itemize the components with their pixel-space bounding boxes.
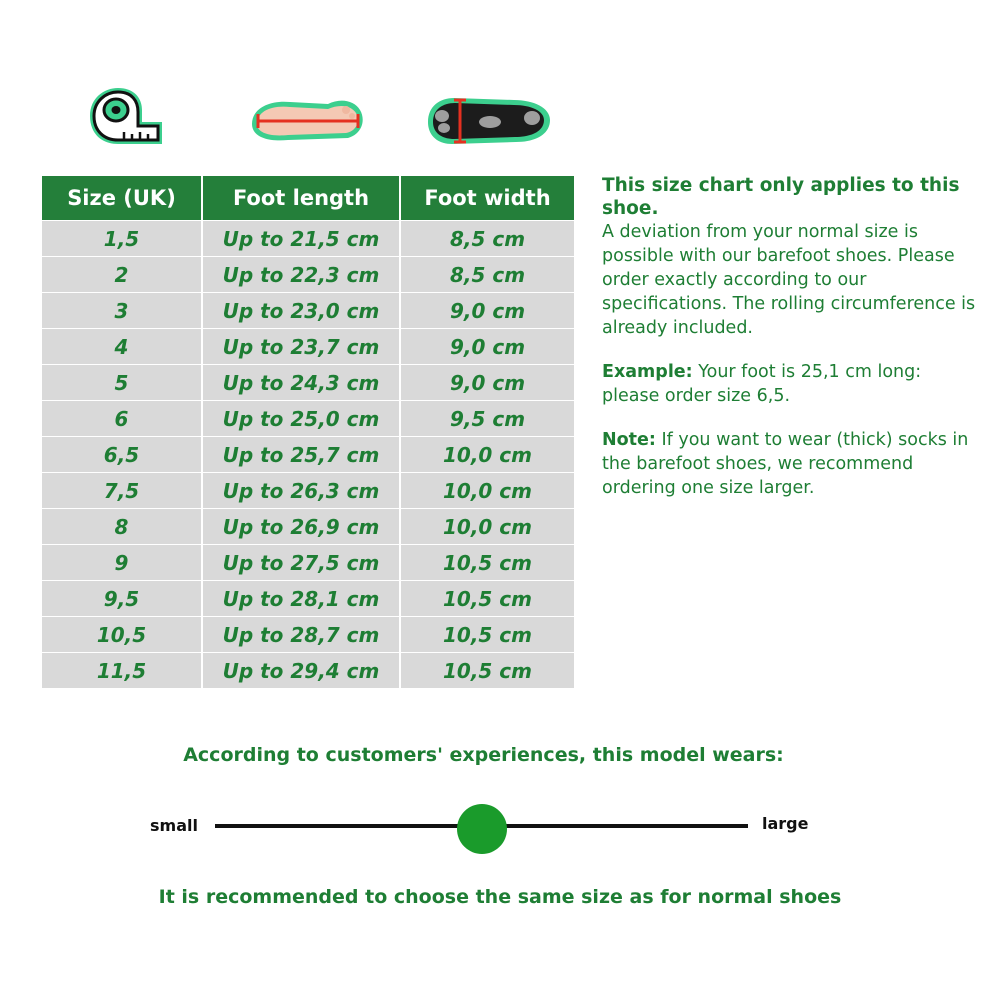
foot-length-cell: Up to 26,9 cm bbox=[202, 509, 400, 545]
note-text: If you want to wear (thick) socks in the barefoot shoes, we recommend ordering one size larger. bbox=[602, 430, 969, 498]
size-cell: 8 bbox=[42, 509, 202, 545]
table-row bbox=[42, 257, 574, 293]
info-heading: This size chart only applies to this shoe. bbox=[602, 175, 960, 219]
foot-length-cell: Up to 24,3 cm bbox=[202, 365, 400, 401]
fit-scale-small-label: small bbox=[150, 816, 198, 835]
foot-width-cell: 10,0 cm bbox=[400, 509, 574, 545]
foot-width-cell: 10,5 cm bbox=[400, 581, 574, 617]
table-row bbox=[42, 617, 574, 653]
note-paragraph bbox=[602, 428, 982, 500]
foot-length-cell: Up to 21,5 cm bbox=[202, 221, 400, 257]
example-text: Your foot is 25,1 cm long: please order size 6,5. bbox=[602, 362, 922, 406]
table-row bbox=[42, 221, 574, 257]
foot-length-cell: Up to 23,0 cm bbox=[202, 293, 400, 329]
table-row bbox=[42, 293, 574, 329]
column-header-foot-width: Foot width bbox=[400, 176, 574, 221]
size-cell: 9 bbox=[42, 545, 202, 581]
size-cell: 2 bbox=[42, 257, 202, 293]
foot-length-cell: Up to 29,4 cm bbox=[202, 653, 400, 689]
example-paragraph bbox=[602, 360, 982, 408]
table-row bbox=[42, 329, 574, 365]
table-row bbox=[42, 545, 574, 581]
foot-length-cell: Up to 23,7 cm bbox=[202, 329, 400, 365]
foot-length-cell: Up to 28,1 cm bbox=[202, 581, 400, 617]
foot-length-cell: Up to 25,0 cm bbox=[202, 401, 400, 437]
foot-width-cell: 10,5 cm bbox=[400, 653, 574, 689]
note-label: Note: bbox=[602, 430, 656, 450]
table-row bbox=[42, 437, 574, 473]
size-cell: 7,5 bbox=[42, 473, 202, 509]
table-row bbox=[42, 365, 574, 401]
foot-length-cell: Up to 25,7 cm bbox=[202, 437, 400, 473]
size-cell: 4 bbox=[42, 329, 202, 365]
table-body bbox=[42, 221, 574, 689]
size-cell: 11,5 bbox=[42, 653, 202, 689]
info-body: A deviation from your normal size is possible with our barefoot shoes. Please order exactly according to our specifications. The rolling circumference is already included. bbox=[602, 222, 976, 338]
example-label: Example: bbox=[602, 362, 693, 382]
size-cell: 3 bbox=[42, 293, 202, 329]
fit-recommendation: It is recommended to choose the same size as for normal shoes bbox=[158, 886, 842, 908]
sole-width-icon bbox=[424, 92, 552, 148]
foot-width-cell: 9,0 cm bbox=[400, 293, 574, 329]
table-row bbox=[42, 581, 574, 617]
foot-width-cell: 9,5 cm bbox=[400, 401, 574, 437]
foot-length-icon bbox=[248, 94, 366, 146]
table-row bbox=[42, 473, 574, 509]
foot-length-cell: Up to 28,7 cm bbox=[202, 617, 400, 653]
foot-width-cell: 10,0 cm bbox=[400, 437, 574, 473]
table-header-row bbox=[42, 176, 574, 221]
foot-length-cell: Up to 22,3 cm bbox=[202, 257, 400, 293]
size-info-panel bbox=[602, 174, 982, 500]
table-row bbox=[42, 509, 574, 545]
foot-length-cell: Up to 27,5 cm bbox=[202, 545, 400, 581]
fit-scale-indicator bbox=[457, 804, 507, 854]
measuring-tape-icon bbox=[84, 86, 164, 148]
foot-width-cell: 10,5 cm bbox=[400, 545, 574, 581]
table-row bbox=[42, 653, 574, 689]
size-cell: 10,5 bbox=[42, 617, 202, 653]
size-chart-table bbox=[42, 176, 574, 688]
size-cell: 6,5 bbox=[42, 437, 202, 473]
size-cell: 1,5 bbox=[42, 221, 202, 257]
foot-width-cell: 8,5 cm bbox=[400, 221, 574, 257]
foot-length-cell: Up to 26,3 cm bbox=[202, 473, 400, 509]
foot-width-cell: 8,5 cm bbox=[400, 257, 574, 293]
size-cell: 5 bbox=[42, 365, 202, 401]
foot-width-cell: 10,5 cm bbox=[400, 617, 574, 653]
column-header-size: Size (UK) bbox=[42, 176, 202, 221]
size-cell: 9,5 bbox=[42, 581, 202, 617]
table-row bbox=[42, 401, 574, 437]
foot-width-cell: 9,0 cm bbox=[400, 329, 574, 365]
foot-width-cell: 10,0 cm bbox=[400, 473, 574, 509]
foot-width-cell: 9,0 cm bbox=[400, 365, 574, 401]
fit-scale-large-label: large bbox=[762, 814, 809, 833]
fit-scale-title: According to customers' experiences, this model wears: bbox=[183, 744, 784, 766]
size-cell: 6 bbox=[42, 401, 202, 437]
column-header-foot-length: Foot length bbox=[202, 176, 400, 221]
